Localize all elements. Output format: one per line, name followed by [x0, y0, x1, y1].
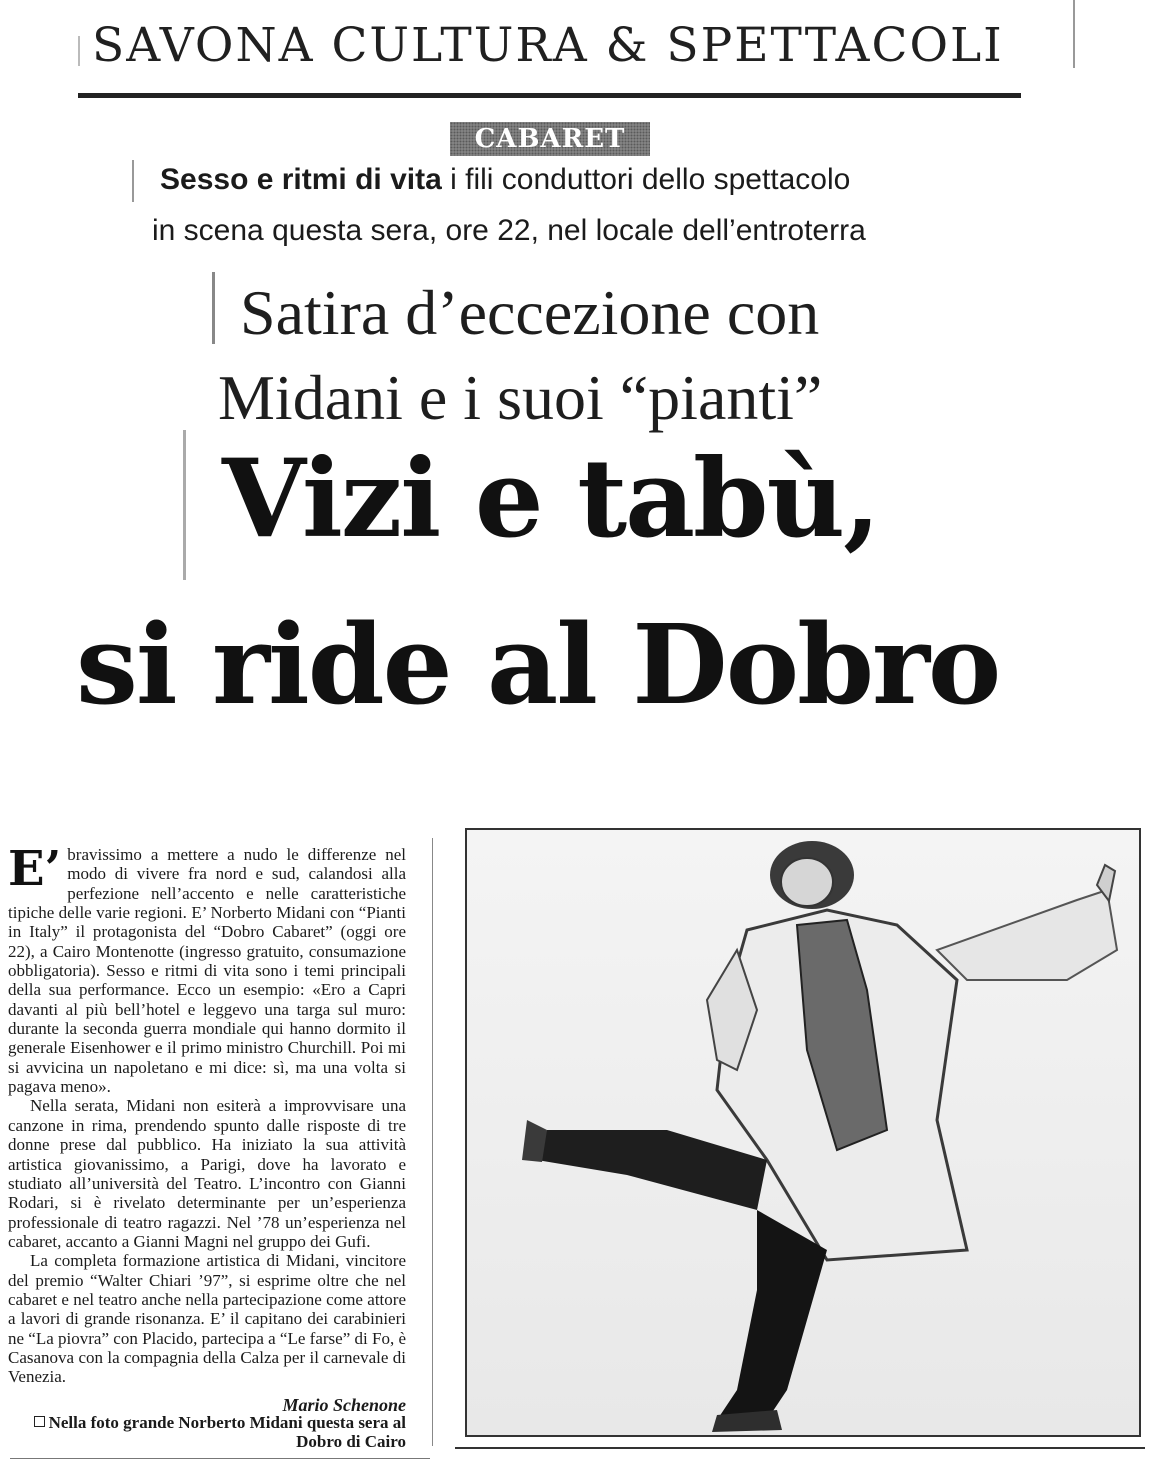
title-line-2: Midani e i suoi “pianti”	[218, 362, 823, 433]
section-kicker: CABARET	[450, 122, 650, 156]
title-line-1: Satira d’eccezione con	[240, 277, 820, 348]
article-paragraph-1	[8, 841, 406, 1097]
article-paragraph-1-text: bravissimo a mettere a nudo le differenze nel modo di vivere fra nord e sud, calandosi alla perfezione nell’accento e nelle caratteristiche tipiche delle varie regioni. E’ Norberto Midani con “Pianti in Italy” il protagonista del “Dobro Cabaret” (oggi ore 22), a Cairo Montenotte (ingresso gratuito, consumazione obbligatoria). Sesso e ritmi di vita sono i temi principali della sua performance. Ecco un esempio: «Ero a Capri davanti al più bell’hotel e leggevo una targa sul muro: durante la seconda guerra mondiale qui hanno dormito il generale Eisenhower e il primo ministro Churchill. Poi mi si avvicina un napoletano e mi dice: sì, ma una volta si pagava meno».	[8, 845, 406, 1097]
subhead-line-1	[160, 163, 850, 197]
byline: Mario Schenone	[282, 1395, 406, 1415]
performer-face	[781, 858, 833, 906]
subhead-line-1-rest: i fili conduttori dello spettacolo	[441, 163, 851, 196]
masthead-left-mark	[78, 36, 80, 66]
headline-line-1: Vizi e tabù,	[222, 436, 879, 562]
title-mark	[212, 272, 215, 344]
performer-photo	[465, 828, 1141, 1437]
column-rule	[432, 838, 433, 1446]
caption-box-icon	[34, 1416, 45, 1427]
subhead-mark	[132, 160, 134, 202]
bottom-rule-left	[10, 1458, 430, 1459]
masthead-title: SAVONA CULTURA & SPETTACOLI	[92, 18, 1004, 73]
performer-figure-illustration	[467, 830, 1139, 1435]
photo-caption-text: Nella foto grande Norberto Midani questa sera al Dobro di Cairo	[48, 1413, 406, 1451]
headline-line-2: si ride al Dobro	[76, 600, 1000, 729]
headline-mark	[183, 430, 186, 580]
drop-cap: E’	[8, 841, 62, 897]
bottom-rule-right	[455, 1447, 1145, 1449]
photo-caption	[8, 1413, 406, 1451]
article-paragraph-2: Nella serata, Midani non esiterà a improvvisare una canzone in rima, prendendo spunto dalle risposte di tre donne prese dal pubblico. Ha iniziato la sua attività artistica giovanissimo, a Parigi, dove ha lavorato e studiato all’università del Teatro. L’incontro con Gianni Rodari, si è rivelato determinante per un’esperienza professionale di teatro ragazzi. Nel ’78 un’esperienza nel cabaret, accanto a Gianni Magni nel gruppo dei Gufi.	[8, 1096, 406, 1251]
subhead-line-2: in scena questa sera, ore 22, nel locale dell’entroterra	[152, 214, 866, 247]
article-paragraph-3: La completa formazione artistica di Midani, vincitore del premio “Walter Chiari ’97”, si esprime oltre che nel cabaret e nel teatro anche nella partecipazione come attore a lavori di grande risonanza. E’ il capitano dei carabinieri ne “La piovra” con Placido, partecipa a “Le farse” di Fo, è Casanova con la compagnia della Calza per il carnevale di Venezia.	[8, 1251, 406, 1387]
subhead-bold-lead: Sesso e ritmi di vita	[160, 163, 442, 196]
masthead-right-mark	[1073, 0, 1075, 68]
masthead-rule	[78, 93, 1021, 98]
article-body	[8, 841, 406, 1387]
